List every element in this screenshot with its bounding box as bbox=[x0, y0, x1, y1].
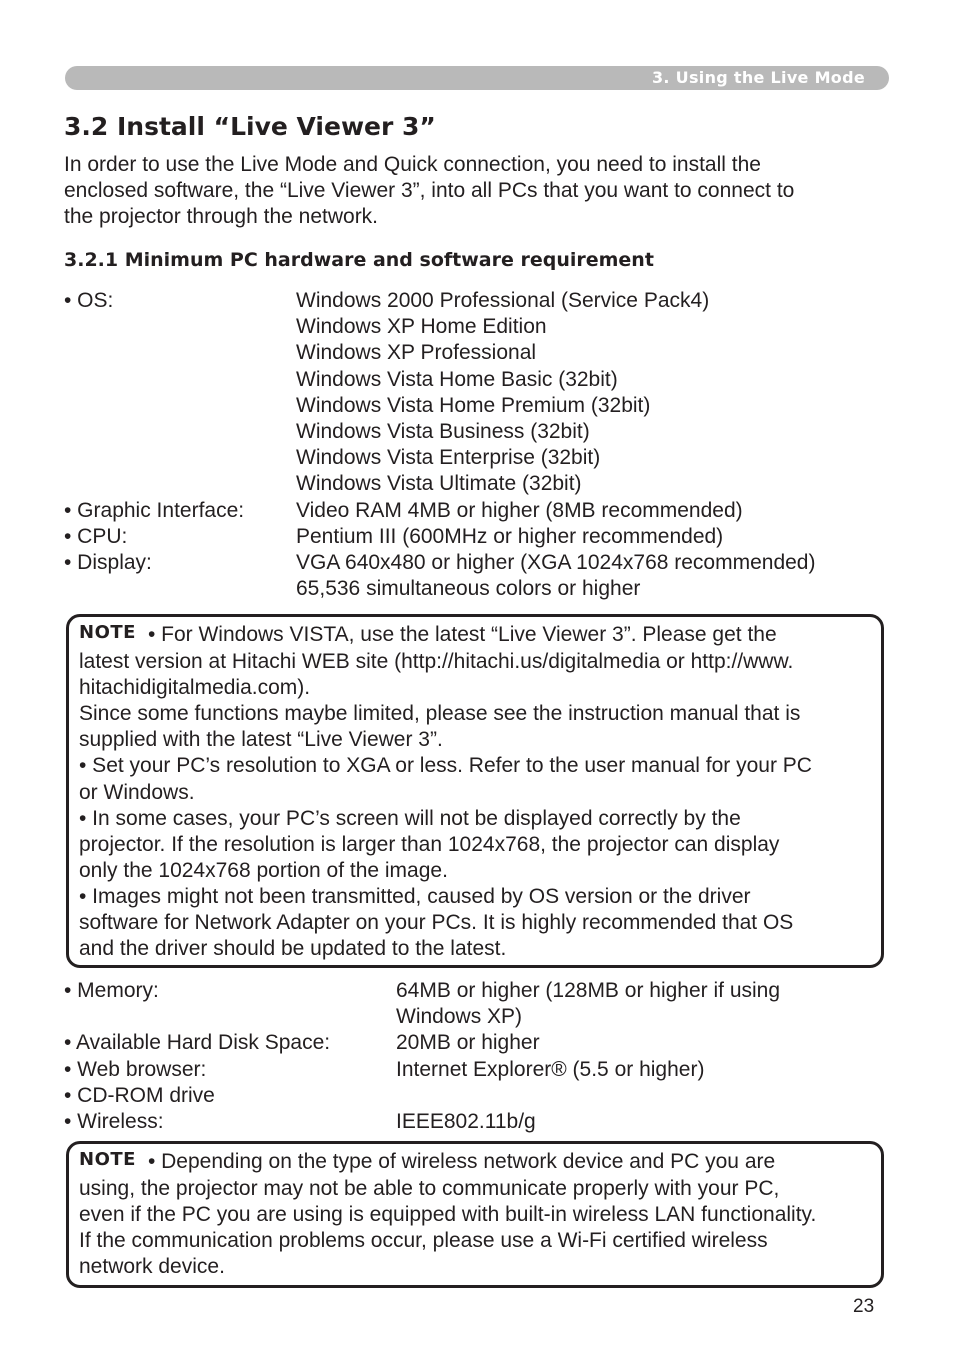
section-header-text: 3. Using the Live Mode bbox=[651, 68, 865, 87]
requirement-value: Windows Vista Ultimate (32bit) bbox=[296, 472, 582, 496]
subsection-heading: 3.2.1 Minimum PC hardware and software requirement bbox=[64, 249, 654, 271]
requirement-label: • OS: bbox=[64, 289, 114, 312]
requirement-value: Video RAM 4MB or higher (8MB recommended) bbox=[296, 498, 743, 522]
note-text: • Depending on the type of wireless network device and PC you are bbox=[147, 1150, 776, 1173]
requirement-label: • Web browser: bbox=[64, 1057, 207, 1081]
note-line: If the communication problems occur, please use a Wi-Fi certified wireless bbox=[79, 1229, 768, 1253]
requirement-value: Windows Vista Home Premium (32bit) bbox=[296, 393, 651, 417]
note-tag: NOTE bbox=[79, 622, 136, 643]
note-line: • Images might not been transmitted, caused by OS version or the driver bbox=[79, 884, 751, 908]
requirement-value: Windows XP Home Edition bbox=[296, 315, 547, 339]
note-box-vista bbox=[66, 614, 884, 968]
note-line: even if the PC you are using is equipped with built-in wireless LAN functionality. bbox=[79, 1203, 817, 1227]
requirement-label: • Display: bbox=[64, 550, 152, 574]
note-line: using, the projector may not be able to communicate properly with your PC, bbox=[79, 1177, 780, 1201]
requirement-label: • Wireless: bbox=[64, 1109, 164, 1133]
section-header-bar bbox=[65, 66, 889, 90]
requirement-value: IEEE802.11b/g bbox=[396, 1109, 536, 1133]
note-line: hitachidigitalmedia.com). bbox=[79, 676, 311, 700]
note-text: • For Windows VISTA, use the latest “Live Viewer 3”. Please get the bbox=[147, 623, 777, 646]
requirement-value: Pentium III (600MHz or higher recommended) bbox=[296, 524, 724, 548]
requirement-value: 65,536 simultaneous colors or higher bbox=[296, 577, 641, 601]
intro-line: enclosed software, the “Live Viewer 3”, into all PCs that you want to connect to bbox=[64, 179, 795, 202]
note-line: or Windows. bbox=[79, 780, 195, 804]
note-line: and the driver should be updated to the latest. bbox=[79, 937, 507, 961]
requirement-value: Windows 2000 Professional (Service Pack4) bbox=[296, 289, 710, 312]
requirement-label: • CPU: bbox=[64, 524, 128, 548]
note-first-line bbox=[79, 1149, 881, 1176]
intro-paragraph bbox=[64, 152, 894, 230]
requirement-value: Windows XP) bbox=[396, 1005, 523, 1029]
note-line: supplied with the latest “Live Viewer 3”. bbox=[79, 728, 443, 752]
note-first-line bbox=[79, 622, 881, 649]
requirement-value: Windows Vista Business (32bit) bbox=[296, 419, 590, 443]
requirement-value: 64MB or higher (128MB or higher if using bbox=[396, 979, 781, 1002]
requirement-value: 20MB or higher bbox=[396, 1031, 540, 1055]
note-line: only the 1024x768 portion of the image. bbox=[79, 858, 448, 882]
note-line: Since some functions maybe limited, please see the instruction manual that is bbox=[79, 702, 801, 726]
note-line: • In some cases, your PC’s screen will not be displayed correctly by the bbox=[79, 806, 741, 830]
note-line: software for Network Adapter on your PCs. It is highly recommended that OS bbox=[79, 911, 794, 935]
note-tag: NOTE bbox=[79, 1149, 136, 1170]
requirement-value: Windows Vista Enterprise (32bit) bbox=[296, 446, 601, 470]
requirement-value: Windows Vista Home Basic (32bit) bbox=[296, 367, 618, 391]
requirement-value: VGA 640x480 or higher (XGA 1024x768 recommended) bbox=[296, 550, 816, 574]
page-number: 23 bbox=[853, 1296, 875, 1317]
section-title: 3.2 Install “Live Viewer 3” bbox=[64, 112, 436, 141]
requirement-label: • CD-ROM drive bbox=[64, 1083, 215, 1107]
requirement-label: • Available Hard Disk Space: bbox=[64, 1031, 331, 1055]
intro-line: In order to use the Live Mode and Quick connection, you need to install the bbox=[64, 153, 761, 176]
intro-line: the projector through the network. bbox=[64, 205, 379, 228]
requirement-label: • Memory: bbox=[64, 979, 159, 1002]
requirement-label: • Graphic Interface: bbox=[64, 498, 245, 522]
note-line: latest version at Hitachi WEB site (http://hitachi.us/digitalmedia or http://www. bbox=[79, 650, 794, 674]
note-line: projector. If the resolution is larger than 1024x768, the projector can display bbox=[79, 832, 780, 856]
requirement-value: Internet Explorer® (5.5 or higher) bbox=[396, 1057, 705, 1081]
note-box-wireless bbox=[66, 1141, 884, 1288]
note-line: network device. bbox=[79, 1255, 225, 1279]
requirement-value: Windows XP Professional bbox=[296, 341, 537, 365]
note-line: • Set your PC’s resolution to XGA or less. Refer to the user manual for your PC bbox=[79, 754, 812, 778]
